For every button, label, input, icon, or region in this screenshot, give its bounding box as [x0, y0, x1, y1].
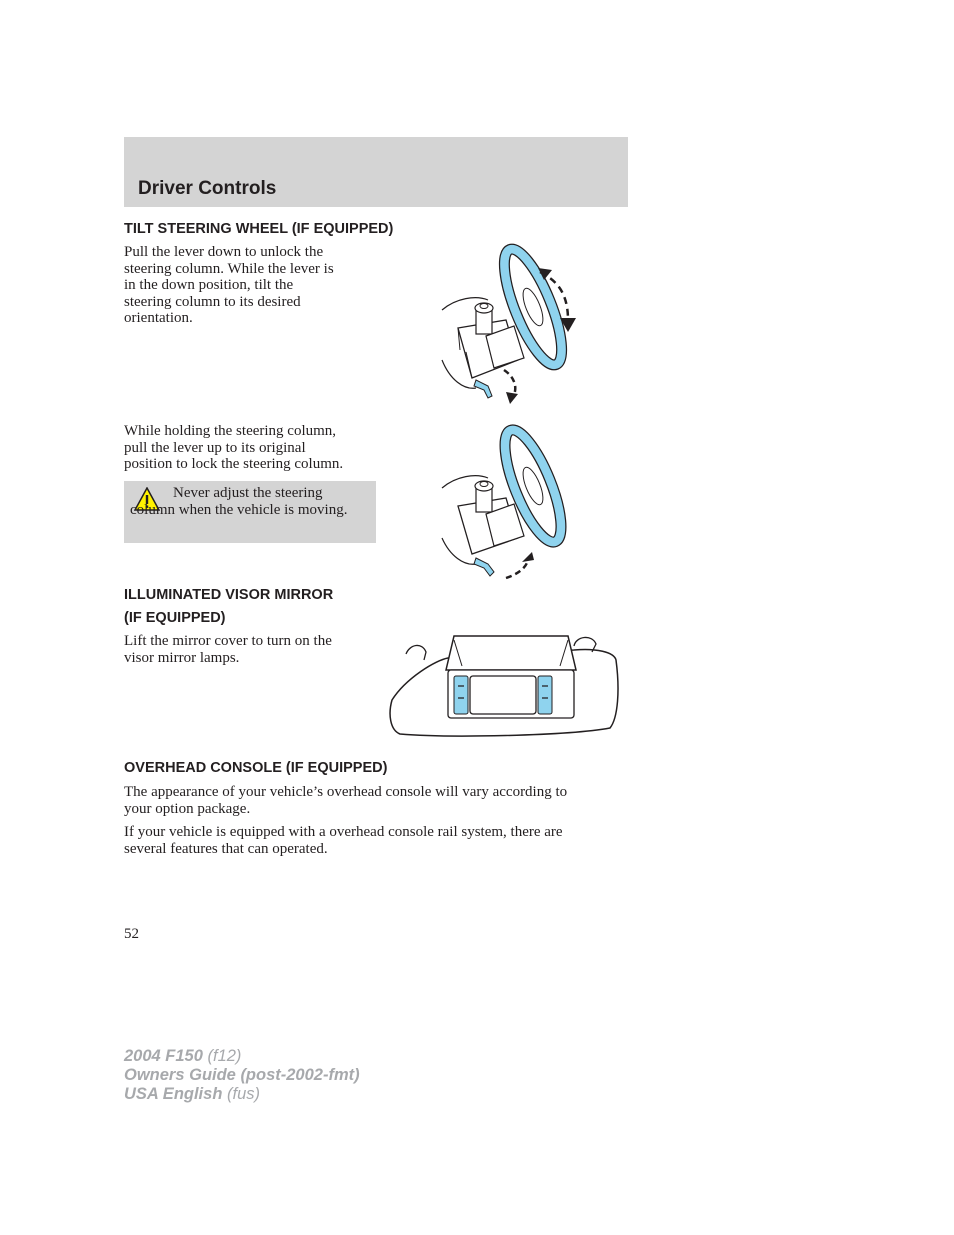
section-title: Driver Controls	[138, 178, 277, 199]
footer-model: 2004 F150	[124, 1047, 203, 1065]
text-line: orientation.	[124, 310, 193, 326]
footer-line-3	[124, 1085, 360, 1104]
steering-lock-illustration	[436, 422, 586, 584]
text-line: position to lock the steering column.	[124, 456, 344, 472]
text-line: steering column to its desired	[124, 293, 301, 310]
warning-text: Never adjust the steering column when the vehicle is moving.	[130, 485, 348, 518]
tilt-unlock-paragraph	[124, 244, 374, 327]
footer-line-1	[124, 1047, 360, 1066]
steering-tilt-illustration	[436, 240, 586, 408]
section-header-band	[124, 137, 628, 207]
text-line: several features that can operated.	[124, 840, 328, 857]
text-line: in the down position, tilt the	[124, 277, 294, 293]
text-line: Lift the mirror cover to turn on the	[124, 633, 332, 649]
document-footer	[124, 1047, 360, 1104]
console-paragraph-1	[124, 784, 634, 817]
warning-box	[124, 481, 376, 543]
footer-guide: Owners Guide (post-2002-fmt)	[124, 1066, 360, 1084]
text-line: Pull the lever down to unlock the	[124, 244, 324, 260]
text-line: your option package.	[124, 800, 251, 817]
text-line: visor mirror lamps.	[124, 649, 240, 666]
footer-language-code: (fus)	[227, 1085, 260, 1103]
console-heading: OVERHEAD CONSOLE (IF EQUIPPED)	[124, 760, 388, 776]
console-paragraph-2	[124, 824, 634, 857]
visor-mirror-illustration	[386, 630, 622, 742]
page-number: 52	[124, 926, 139, 942]
text-line: pull the lever up to its original	[124, 439, 306, 456]
text-line: steering column. While the lever is	[124, 260, 334, 277]
footer-model-code: (f12)	[207, 1047, 242, 1065]
tilt-steering-heading: TILT STEERING WHEEL (IF EQUIPPED)	[124, 221, 394, 237]
text-line: If your vehicle is equipped with a overhead console rail system, there are	[124, 824, 563, 840]
visor-paragraph	[124, 633, 374, 666]
text-line: The appearance of your vehicle’s overhead console will vary according to	[124, 784, 568, 800]
footer-language: USA English	[124, 1085, 223, 1103]
visor-heading-line1: ILLUMINATED VISOR MIRROR	[124, 587, 334, 603]
footer-line-2	[124, 1066, 360, 1085]
tilt-lock-paragraph	[124, 423, 379, 473]
text-line: While holding the steering column,	[124, 423, 337, 439]
visor-heading-line2: (IF EQUIPPED)	[124, 610, 226, 626]
